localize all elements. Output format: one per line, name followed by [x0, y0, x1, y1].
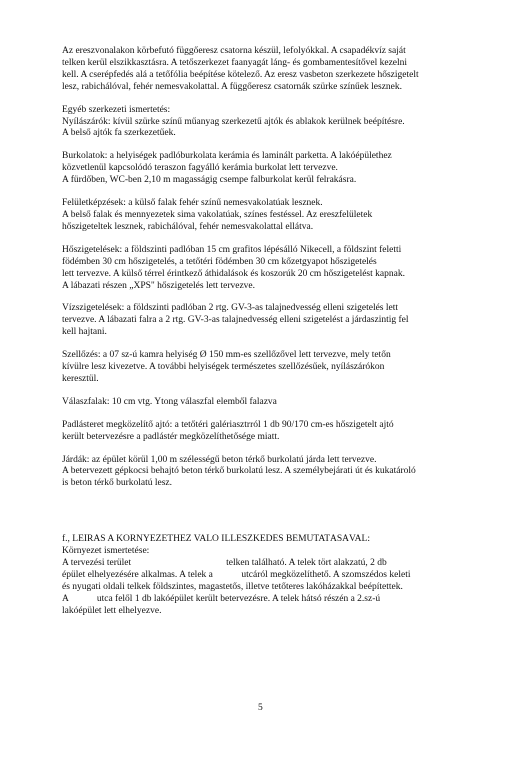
- text-line: Vízszigetelések: a földszinti padlóban 2 rtg. GV-3-as talajnedvesség elleni szigetelés lett: [62, 303, 399, 314]
- text-line: kell. A cserépfedés alá a tetőfólia beépítése kötelező. Az eresz vasbeton szerkezete hőszigetelt: [62, 69, 419, 80]
- text-line: telken kerül elszikkasztásra. A tetőszerkezet faanyagát láng- és gombamentesítővel kezelni: [62, 57, 408, 68]
- paragraph-other-structures: [62, 105, 482, 141]
- text-line: Hőszigetelések: a földszinti padlóban 15 cm grafitos lépésálló Nikecell, a földszint feletti: [62, 244, 402, 255]
- section-heading: f., LEÍRÁS A KÖRNYEZETHEZ VALÓ ILLESZKEDÉS BEMUTATÁSÁVAL:: [62, 534, 370, 545]
- text-line: Egyéb szerkezeti ismertetés:: [62, 104, 171, 115]
- paragraph-attic-door: [62, 420, 482, 444]
- paragraph-finishes: [62, 151, 482, 187]
- text-line: került betervezésre a padlástér megközelíthetősége miatt.: [62, 431, 280, 442]
- document-body: [62, 46, 482, 618]
- paragraph-environment: [62, 546, 482, 617]
- text-line: födémben 30 cm hőszigetelés, a tetőtéri födémben 30 cm kőzetgyapot hőszigetelés: [62, 256, 377, 267]
- text-line: Felületképzések: a külső falak fehér színű nemesvakolatúak lesznek.: [62, 198, 323, 209]
- paragraph-waterproofing: [62, 303, 482, 339]
- text-line: Válaszfalak: 10 cm vtg. Ytong válaszfal elemből falazva: [62, 396, 277, 407]
- text-line: A betervezett gépkocsi behajtó beton térkő burkolatú lesz. A személybejárati út és kukatároló: [62, 466, 416, 477]
- text-line: is beton térkő burkolatú lesz.: [62, 478, 173, 489]
- paragraph-ventilation: [62, 350, 482, 386]
- text-line: hőszigeteltek lesznek, rabichálóval, fehér nemesvakolattal ellátva.: [62, 221, 314, 232]
- text-line: Járdák: az épület körül 1,00 m szélességű beton térkő burkolatú járda lett tervezve.: [62, 454, 377, 465]
- text-line: A belső falak és mennyezetek sima vakolatúak, színes festéssel. Az ereszfelületek: [62, 209, 373, 220]
- text-line: kívülre lesz kivezetve. A további helyiségek természetes szellőzésűek, nyílászárókon: [62, 362, 385, 373]
- text-line: kell hajtani.: [62, 327, 107, 338]
- text-line: és nyugati oldali telkek földszintes, magastetős, illetve tetőteres lakóházakkal beépítettek.: [62, 581, 403, 592]
- text-line: Burkolatok: a helyiségek padlóburkolata kerámia és laminált parketta. A lakóépülethez: [62, 151, 392, 162]
- text-line: Az ereszvonalakon körbefutó függőeresz csatorna készül, lefolyókkal. A csapadékvíz saját: [62, 46, 406, 56]
- text-line: Szellőzés: a 07 sz-ú kamra helyiség Ø 150 mm-es szellőzővel lett tervezve, mely tetőn: [62, 350, 391, 361]
- text-line: A lábazati részen „XPS" hőszigetelés lett tervezve.: [62, 280, 256, 291]
- paragraph-walkways: [62, 455, 482, 491]
- text-line: A utca felől 1 db lakóépület került betervezésre. A telek hátsó részén a 2.sz-ú: [62, 593, 381, 604]
- text-line: A tervezési terület telken található. A telek tört alakzatú, 2 db: [62, 558, 387, 569]
- paragraph-gutters: [62, 46, 482, 94]
- page-number: 5: [258, 703, 263, 713]
- text-line: lett tervezve. A külső térrel érintkező áthidalások és koszorúk 20 cm hőszigetelést kapnak.: [62, 268, 405, 279]
- text-line: Nyílászárók: kívül szürke színű műanyag szerkezetű ajtók és ablakok kerülnek beépítésre.: [62, 116, 405, 127]
- text-line: Padlásteret megközelítő ajtó: a tetőtéri galériasztrról 1 db 90/170 cm-es hőszigetelt ajtó: [62, 419, 394, 430]
- text-line: A fürdőben, WC-ben 2,10 m magasságig csempe falburkolat kerül felrakásra.: [62, 175, 357, 186]
- paragraph-thermal-insulation: [62, 245, 482, 293]
- paragraph-surfaces: [62, 198, 482, 234]
- text-line: lesz, rabichálóval, fehér nemesvakolattal. A függőeresz csatornák szürke színűek lesznek.: [62, 81, 403, 92]
- text-line: A belső ajtók fa szerkezetűek.: [62, 128, 176, 139]
- paragraph-partition-walls: [62, 397, 482, 409]
- text-line: tervezve. A lábazati falra a 2 rtg. GV-3-as talajnedvesség elleni szigetelést a járdaszintig fel: [62, 315, 409, 326]
- text-line: épület elhelyezésére alkalmas. A telek a utcáról megközelíthető. A szomszédos keleti: [62, 570, 411, 580]
- text-line: keresztül.: [62, 373, 99, 384]
- text-line: Környezet ismertetése:: [62, 546, 150, 557]
- text-line: lakóépület lett elhelyezve.: [62, 605, 162, 616]
- text-line: közvetlenül kapcsolódó teraszon fagyálló kerámia burkolat lett tervezve.: [62, 163, 338, 174]
